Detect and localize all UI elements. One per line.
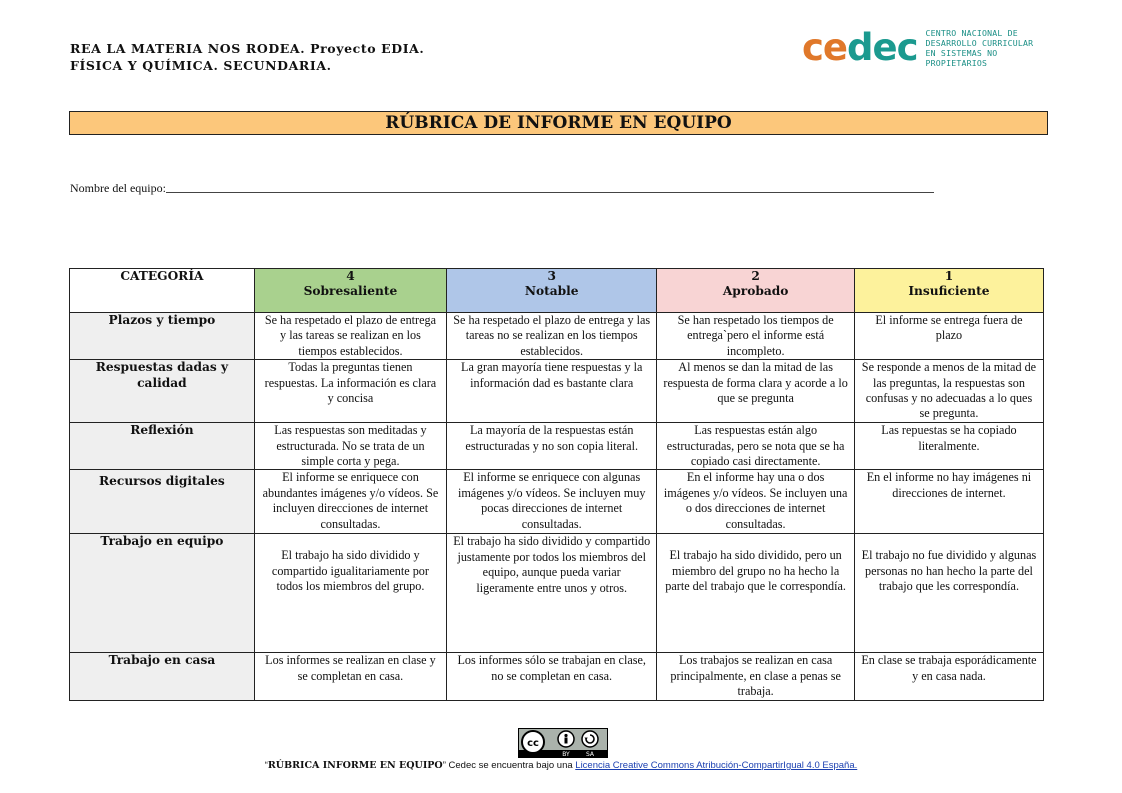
criteria-cell: Se responde a menos de la mitad de las preguntas, la respuestas son confusas y no adecuadas a lo ques se pregunta. (854, 360, 1043, 423)
criteria-cell: Se han respetado los tiempos de entrega`pero el informe está incompleto. (657, 313, 855, 360)
table-row (70, 360, 1044, 423)
criteria-cell: Se ha respetado el plazo de entrega y las tareas no se realizan en los tiempos establecidos. (447, 313, 657, 360)
level-header-2: 2 Aprobado (657, 269, 855, 313)
table-row (70, 423, 1044, 470)
category-cell: Trabajo en equipo (70, 534, 255, 653)
criteria-cell: Las repuestas se ha copiado literalmente. (854, 423, 1043, 470)
criteria-cell: La mayoría de la respuestas están estructuradas y no son copia literal. (447, 423, 657, 470)
criteria-cell: En clase se trabaja esporádicamente y en casa nada. (854, 653, 1043, 700)
category-cell: Plazos y tiempo (70, 313, 255, 360)
team-name-field (70, 180, 934, 196)
level-header-3: 3 Notable (447, 269, 657, 313)
rubric-header-row (70, 269, 1044, 313)
sa-icon (582, 731, 598, 747)
criteria-cell: El informe se entrega fuera de plazo (854, 313, 1043, 360)
license-link[interactable]: Licencia Creative Commons Atribución-CompartirIgual 4.0 España. (575, 760, 858, 771)
table-row (70, 653, 1044, 700)
criteria-cell: Los trabajos se realizan en casa principalmente, en clase a penas se trabaja. (657, 653, 855, 700)
cc-label: cc (527, 738, 539, 749)
cedec-logo-text: CENTRO NACIONAL DE DESARROLLO CURRICULAR EN SISTEMAS NO PROPIETARIOS (925, 28, 1034, 68)
document-header (70, 40, 424, 74)
team-name-label: Nombre del equipo: (70, 181, 166, 195)
category-cell: Trabajo en casa (70, 653, 255, 700)
criteria-cell: Los informes se realizan en clase y se completan en casa. (254, 653, 446, 700)
criteria-cell: El informe se enriquece con algunas imágenes y/o vídeos. Se incluyen muy pocas direcciones de internet consultadas. (447, 470, 657, 534)
criteria-cell: Los informes sólo se trabajan en clase, no se completan en casa. (447, 653, 657, 700)
criteria-cell: Se ha respetado el plazo de entrega y las tareas se realizan en los tiempos establecidos. (254, 313, 446, 360)
criteria-cell: En el informe no hay imágenes ni direcciones de internet. (854, 470, 1043, 534)
criteria-cell: El trabajo ha sido dividido, pero un miembro del grupo no ha hecho la parte del trabajo que le correspondía. (657, 534, 855, 653)
cedec-logo (802, 28, 1052, 68)
rubric-table (69, 268, 1044, 701)
rubric-title: RÚBRICA DE INFORME EN EQUIPO (69, 111, 1048, 135)
criteria-cell: El trabajo ha sido dividido y compartido igualitariamente por todos los miembros del grupo. (254, 534, 446, 653)
level-header-1: 1 Insuficiente (854, 269, 1043, 313)
category-header: CATEGORÍA (70, 269, 255, 313)
criteria-cell: Al menos se dan la mitad de las respuesta de forma clara y acorde a lo que se pregunta (657, 360, 855, 423)
table-row (70, 534, 1044, 653)
criteria-cell: El trabajo no fue dividido y algunas personas no han hecho la parte del trabajo que les correspondía. (854, 534, 1043, 653)
criteria-cell: Todas la preguntas tienen respuestas. La información es clara y concisa (254, 360, 446, 423)
team-name-blank-line (166, 180, 934, 193)
criteria-cell: En el informe hay una o dos imágenes y/o vídeos. Se incluyen una o dos direcciones de internet consultadas. (657, 470, 855, 534)
sa-label: SA (585, 751, 595, 758)
criteria-cell: El trabajo ha sido dividido y compartido justamente por todos los miembros del equipo, aunque pueda variar ligeramente entre unos y otros. (447, 534, 657, 653)
by-label: BY (562, 751, 570, 758)
category-cell: Recursos digitales (70, 470, 255, 534)
criteria-cell: La gran mayoría tiene respuestas y la información dad es bastante clara (447, 360, 657, 423)
criteria-cell: Las respuestas están algo estructuradas, pero se nota que se ha copiado casi directamente. (657, 423, 855, 470)
category-cell: Respuestas dadas y calidad (70, 360, 255, 423)
header-line-2: FÍSICA Y QUÍMICA. SECUNDARIA. (70, 58, 332, 73)
header-line-1: REA LA MATERIA NOS RODEA. Proyecto EDIA. (70, 41, 425, 56)
category-cell: Reflexión (70, 423, 255, 470)
footer-doc-title: RÚBRICA INFORME EN EQUIPO (267, 760, 443, 771)
creative-commons-badge (518, 728, 608, 758)
table-row (70, 313, 1044, 360)
table-row (70, 470, 1044, 534)
level-header-4: 4 Sobresaliente (254, 269, 446, 313)
criteria-cell: Las respuestas son meditadas y estructurada. No se trata de un simple corta y pega. (254, 423, 446, 470)
license-footer: “RÚBRICA INFORME EN EQUIPO” Cedec se encuentra bajo una Licencia Creative Commons Atribución-CompartirIgual 4.0 España. (264, 760, 858, 771)
criteria-cell: El informe se enriquece con abundantes imágenes y/o vídeos. Se incluyen direcciones de internet consultadas. (254, 470, 446, 534)
cedec-logo-word: cedec (802, 26, 918, 69)
